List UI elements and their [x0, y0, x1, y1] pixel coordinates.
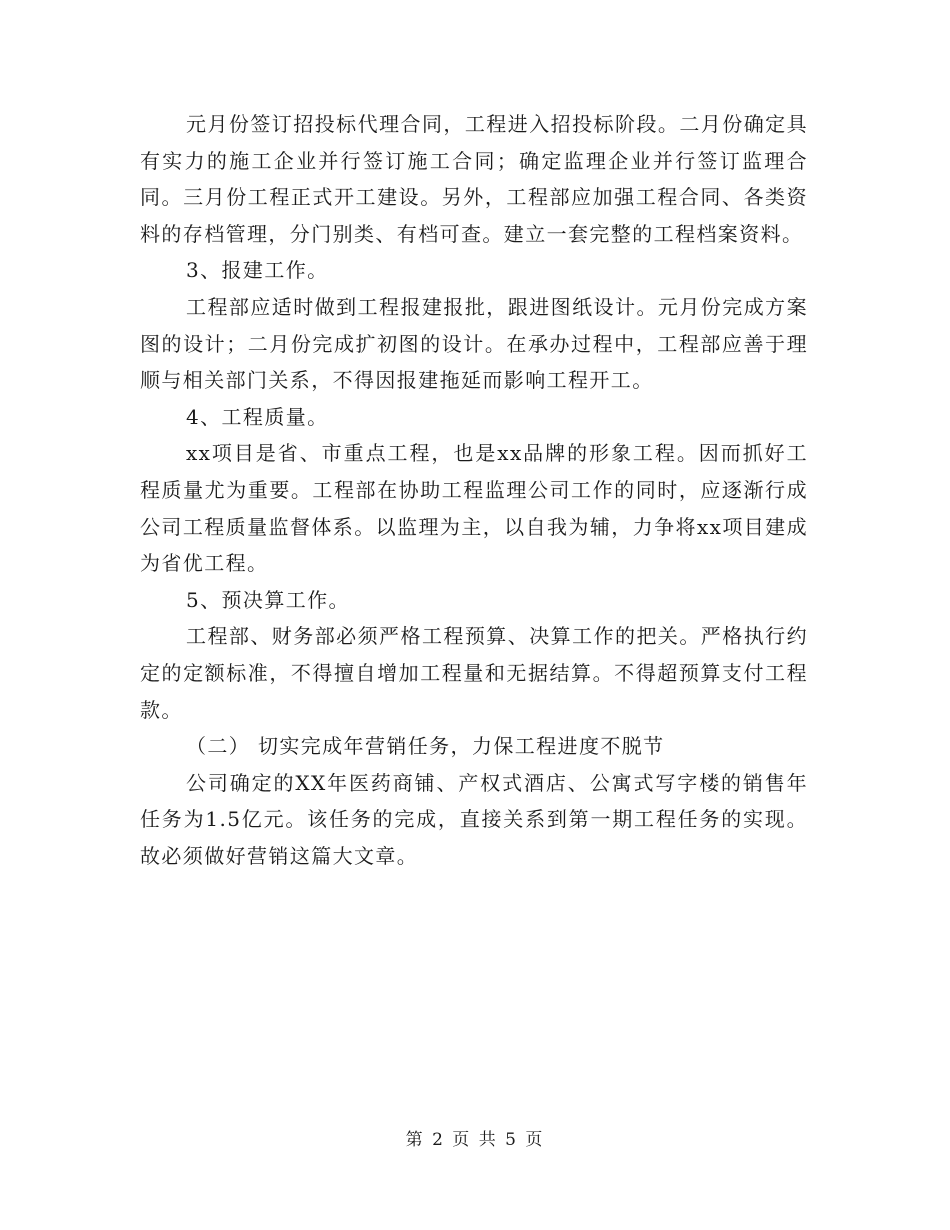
heading-sales-task: （二） 切实完成年营销任务，力保工程进度不脱节 [186, 734, 665, 759]
heading-engineering-quality: 4、工程质量。 [186, 404, 329, 429]
paragraph-schedule: 元月份签订招投标代理合同，工程进入招投标阶段。二月份确定具有实力的施工企业并行签订施工合同；确定监理企业并行签订监理合同。三月份工程正式开工建设。另外，工程部应加强工程合同、各类资料的存档管理，分门别类、有档可查。建立一套完整的工程档案资料。 [140, 112, 808, 246]
paragraph-budget-settlement: 工程部、财务部必须严格工程预算、决算工作的把关。严格执行约定的定额标准，不得擅自增加工程量和无据结算。不得超预算支付工程款。 [140, 624, 808, 722]
paragraph-engineering-quality: xx项目是省、市重点工程，也是xx品牌的形象工程。因而抓好工程质量尤为重要。工程部在协助工程监理公司工作的同时，应逐渐行成公司工程质量监督体系。以监理为主，以自我为辅，力争将xx项目建成为省优工程。 [140, 441, 808, 576]
paragraph-sales-task: 公司确定的XX年医药商铺、产权式酒店、公寓式写字楼的销售年任务为1.5亿元。该任务的完成，直接关系到第一期工程任务的实现。故必须做好营销这篇大文章。 [140, 770, 808, 868]
document-body [140, 106, 808, 874]
page-number-footer: 第 2 页 共 5 页 [405, 1130, 545, 1150]
heading-budget-settlement: 5、预决算工作。 [186, 587, 350, 612]
paragraph-permit-work: 工程部应适时做到工程报建报批，跟进图纸设计。元月份完成方案图的设计；二月份完成扩初图的设计。在承办过程中，工程部应善于理顺与相关部门关系，不得因报建拖延而影响工程开工。 [140, 294, 808, 393]
heading-permit-work: 3、报建工作。 [186, 258, 329, 283]
